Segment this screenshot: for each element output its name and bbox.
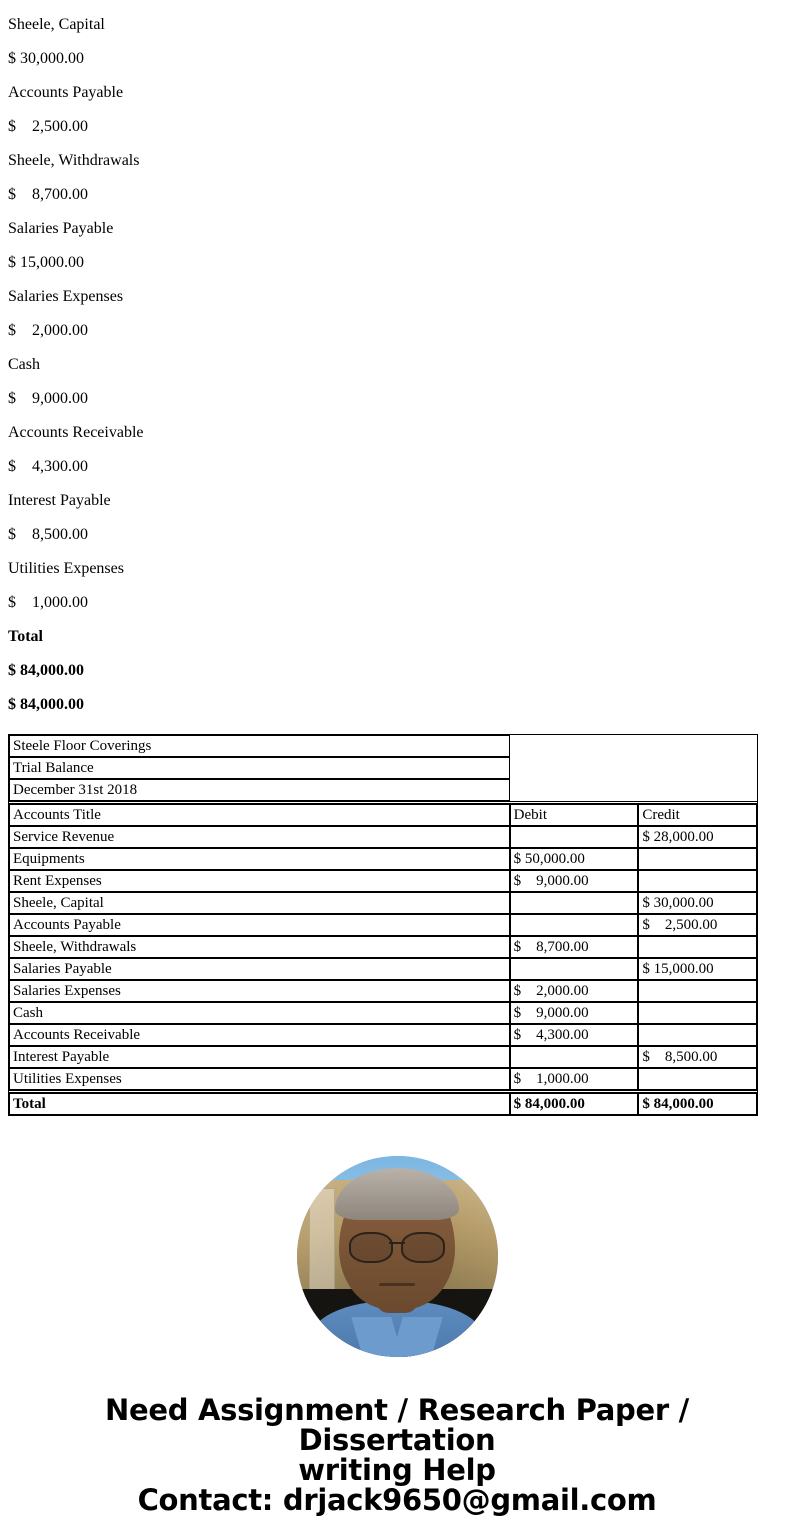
company-name-spacer-credit [638,735,757,757]
row-credit-cell: $ 15,000.00 [638,958,757,980]
trial-balance-section [0,734,794,1116]
statement-date-spacer-debit [510,779,639,801]
promo-line-2: writing Help [298,1453,496,1487]
account-list-line: $ 84,000.00 [8,662,84,679]
company-name-spacer-debit [510,735,639,757]
promo-block [0,1395,794,1533]
total-debit-cell: $ 84,000.00 [510,1093,639,1115]
statement-date-row [9,779,757,801]
row-debit-cell [510,958,639,980]
account-list-line: $ 30,000.00 [8,50,84,67]
statement-name-spacer-debit [510,757,639,779]
table-row [9,1024,757,1046]
row-account-cell: Service Revenue [9,826,510,848]
account-list-line: Sheele, Withdrawals [8,152,140,169]
account-list-line: $ 8,700.00 [8,186,88,203]
avatar-eyeglass-right [401,1232,445,1262]
row-account-cell: Accounts Payable [9,914,510,936]
account-list-line: $ 2,000.00 [8,322,88,339]
company-name-cell: Steele Floor Coverings [9,735,510,757]
table-row [9,848,757,870]
account-list-line: Salaries Expenses [8,288,124,305]
row-credit-cell [638,1024,757,1046]
promo-line-1: Need Assignment / Research Paper / Dissertation [105,1393,689,1457]
row-credit-cell [638,1068,757,1090]
avatar [297,1156,498,1357]
statement-name-row [9,757,757,779]
table-row [9,1002,757,1024]
column-header-row [9,804,757,826]
row-account-cell: Interest Payable [9,1046,510,1068]
row-account-cell: Rent Expenses [9,870,510,892]
row-debit-cell: $ 50,000.00 [510,848,639,870]
row-account-cell: Equipments [9,848,510,870]
table-row [9,958,757,980]
account-list-line: $ 1,000.00 [8,594,88,611]
table-row [9,980,757,1002]
row-account-cell: Accounts Receivable [9,1024,510,1046]
company-name-row [9,735,757,757]
row-debit-cell: $ 9,000.00 [510,870,639,892]
row-debit-cell [510,1046,639,1068]
account-list-line: $ 8,500.00 [8,526,88,543]
column-header-debit: Debit [510,804,639,826]
row-credit-cell [638,848,757,870]
row-debit-cell: $ 1,000.00 [510,1068,639,1090]
statement-date-spacer-credit [638,779,757,801]
column-header-credit: Credit [638,804,757,826]
row-account-cell: Cash [9,1002,510,1024]
statement-name-cell: Trial Balance [9,757,510,779]
portrait-section [0,1156,794,1357]
row-account-cell: Utilities Expenses [9,1068,510,1090]
row-account-cell: Salaries Payable [9,958,510,980]
account-list-line: Utilities Expenses [8,560,124,577]
row-credit-cell [638,1002,757,1024]
table-row [9,936,757,958]
account-list-line: Sheele, Capital [8,16,105,33]
avatar-eyeglass-bridge [389,1242,405,1244]
account-list-line: $ 84,000.00 [8,696,84,713]
trial-balance-table [8,734,758,1116]
row-debit-cell: $ 4,300.00 [510,1024,639,1046]
total-credit-cell: $ 84,000.00 [638,1093,757,1115]
row-debit-cell: $ 2,000.00 [510,980,639,1002]
row-debit-cell: $ 9,000.00 [510,1002,639,1024]
row-debit-cell [510,892,639,914]
row-debit-cell: $ 8,700.00 [510,936,639,958]
row-credit-cell [638,870,757,892]
total-label-cell: Total [9,1093,510,1115]
account-list-line: $ 4,300.00 [8,458,88,475]
account-list-line: Cash [8,356,40,373]
row-account-cell: Sheele, Capital [9,892,510,914]
avatar-eyeglass-left [349,1232,393,1262]
account-list-line: Accounts Receivable [8,424,144,441]
account-list-line: Accounts Payable [8,84,124,101]
row-debit-cell [510,826,639,848]
row-credit-cell: $ 8,500.00 [638,1046,757,1068]
table-row [9,826,757,848]
account-list-line: Total [8,628,43,645]
avatar-mouth [379,1283,415,1286]
table-row [9,1068,757,1090]
trial-balance-body [9,735,757,1115]
promo-line-3: Contact: drjack9650@gmail.com [137,1483,657,1517]
table-row [9,914,757,936]
total-row [9,1093,757,1115]
row-debit-cell [510,914,639,936]
table-row [9,892,757,914]
statement-name-spacer-credit [638,757,757,779]
column-header-title: Accounts Title [9,804,510,826]
row-credit-cell: $ 28,000.00 [638,826,757,848]
account-list-line: Salaries Payable [8,220,114,237]
avatar-panel-left [309,1188,335,1291]
row-account-cell: Salaries Expenses [9,980,510,1002]
row-credit-cell: $ 2,500.00 [638,914,757,936]
account-list-line: Interest Payable [8,492,111,509]
row-account-cell: Sheele, Withdrawals [9,936,510,958]
account-list-line: $ 15,000.00 [8,254,84,271]
row-credit-cell [638,980,757,1002]
row-credit-cell: $ 30,000.00 [638,892,757,914]
account-list [0,16,794,714]
table-row [9,870,757,892]
row-credit-cell [638,936,757,958]
statement-date-cell: December 31st 2018 [9,779,510,801]
table-row [9,1046,757,1068]
account-list-line: $ 2,500.00 [8,118,88,135]
account-list-line: $ 9,000.00 [8,390,88,407]
